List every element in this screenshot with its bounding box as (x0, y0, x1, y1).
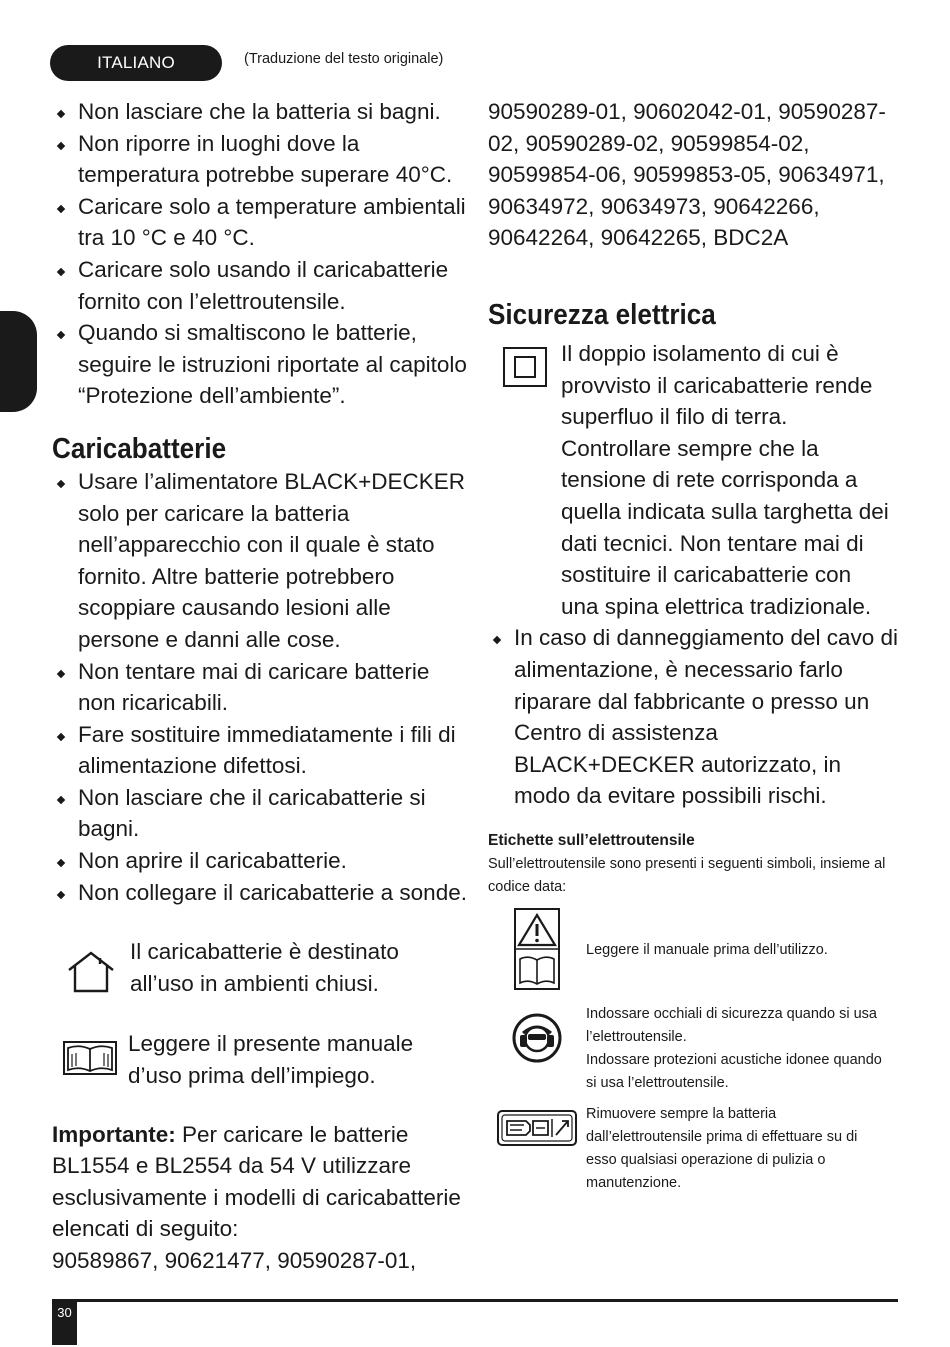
double-insulation-icon (488, 338, 561, 388)
list-item: Non tentare mai di caricare batterie non ricaricabili. (52, 656, 472, 719)
list-item: Caricare solo usando il caricabatterie fornito con l’elettroutensile. (52, 254, 472, 317)
read-manual-text: Leggere il presente manuale d’uso prima dell’impiego. (128, 1031, 414, 1089)
page-number: 30 (52, 1299, 77, 1345)
list-item: Non riporre in luoghi dove la temperatura potrebbe superare 40°C. (52, 128, 472, 191)
symbol-read-manual (488, 907, 900, 991)
electrical-safety-list (488, 622, 900, 812)
tool-labels-intro: Sull’elettroutensile sono presenti i seguenti simboli, insieme al codice data: (488, 855, 886, 895)
symbol-ppe (488, 1003, 900, 1095)
list-item: Non collegare il caricabatterie a sonde. (52, 877, 472, 909)
footer-rule (52, 1299, 898, 1302)
remove-battery-icon (488, 1103, 586, 1147)
charger-heading: Caricabatterie (52, 432, 227, 465)
house-icon (52, 936, 130, 994)
tool-labels-heading: Etichette sull’elettroutensile (488, 831, 695, 849)
charger-models-list-continued: 90590289-01, 90602042-01, 90590287-02, 90590289-02, 90599854-02, 90599854-06, 90599853-05, 90634971, 90634972, 90634973, 90642266, 90642264, 90642265, BDC2A (488, 99, 886, 251)
language-badge: ITALIANO (50, 45, 222, 81)
left-column (52, 96, 472, 1277)
charger-models-list-start: 90589867, 90621477, 90590287-01, (52, 1248, 417, 1273)
list-item: Non lasciare che la batteria si bagni. (52, 96, 472, 128)
right-column (488, 96, 900, 1195)
double-insulation-text: Il doppio isolamento di cui è provvisto il caricabatterie rende superfluo il filo di terra. Controllare sempre che la tensione di rete corrisponda a quella indicata sulla targhetta dei dati tecnici. Non tentare mai di sostituire il caricabatterie con una spina elettrica tradizionale. (561, 340, 889, 619)
electrical-safety-heading: Sicurezza elettrica (488, 298, 716, 331)
important-text: Per caricare le batterie BL1554 e BL2554 da 54 V utilizzare esclusivamente i modelli di caricabatterie elencati di seguito: (52, 1121, 461, 1242)
symbol-ppe-glasses-text: Indossare occhiali di sicurezza quando si usa l’elettroutensile. (586, 1005, 877, 1045)
important-note (52, 1119, 472, 1245)
list-item: Usare l’alimentatore BLACK+DECKER solo per caricare la batteria nell’apparecchio con il quale è stato fornito. Altre batterie potrebbero scoppiare causando lesioni alle persone e danni alle cose. (52, 466, 472, 656)
open-book-icon (52, 1028, 128, 1076)
safety-glasses-ear-protection-icon (488, 1003, 586, 1063)
symbol-read-manual-text: Leggere il manuale prima dell’utilizzo. (586, 941, 828, 958)
symbol-ppe-text (586, 1003, 891, 1095)
symbol-remove-battery-text: Rimuovere sempre la batteria dall’elettroutensile prima di effettuare su di esso qualsiasi operazione di pulizia o manutenzione. (586, 1105, 858, 1191)
symbol-ppe-hearing-text: Indossare protezioni acustiche idonee quando si usa l’elettroutensile. (586, 1051, 882, 1091)
indoor-use-notice (52, 936, 472, 999)
double-insulation-notice (488, 338, 900, 622)
section-side-tab (0, 311, 37, 412)
list-item: Non lasciare che il caricabatterie si bagni. (52, 782, 472, 845)
indoor-use-text: Il caricabatterie è destinato all’uso in ambienti chiusi. (130, 939, 399, 996)
symbol-remove-battery (488, 1103, 900, 1195)
list-item: Caricare solo a temperature ambientali tra 10 °C e 40 °C. (52, 191, 472, 254)
translation-note: (Traduzione del testo originale) (244, 51, 444, 67)
important-label: Importante: (52, 1121, 176, 1147)
charger-safety-list (52, 466, 472, 908)
list-item: Fare sostituire immediatamente i fili di alimentazione difettosi. (52, 719, 472, 782)
battery-safety-list (52, 96, 472, 412)
read-manual-notice (52, 1028, 472, 1091)
list-item: Quando si smaltiscono le batterie, seguire le istruzioni riportate al capitolo “Protezione dell’ambiente”. (52, 317, 472, 412)
warning-manual-icon (488, 907, 586, 991)
list-item: In caso di danneggiamento del cavo di alimentazione, è necessario farlo riparare dal fabbricante o presso un Centro di assistenza BLACK+DECKER autorizzato, in modo da evitare possibili rischi. (488, 622, 900, 812)
list-item: Non aprire il caricabatterie. (52, 845, 472, 877)
